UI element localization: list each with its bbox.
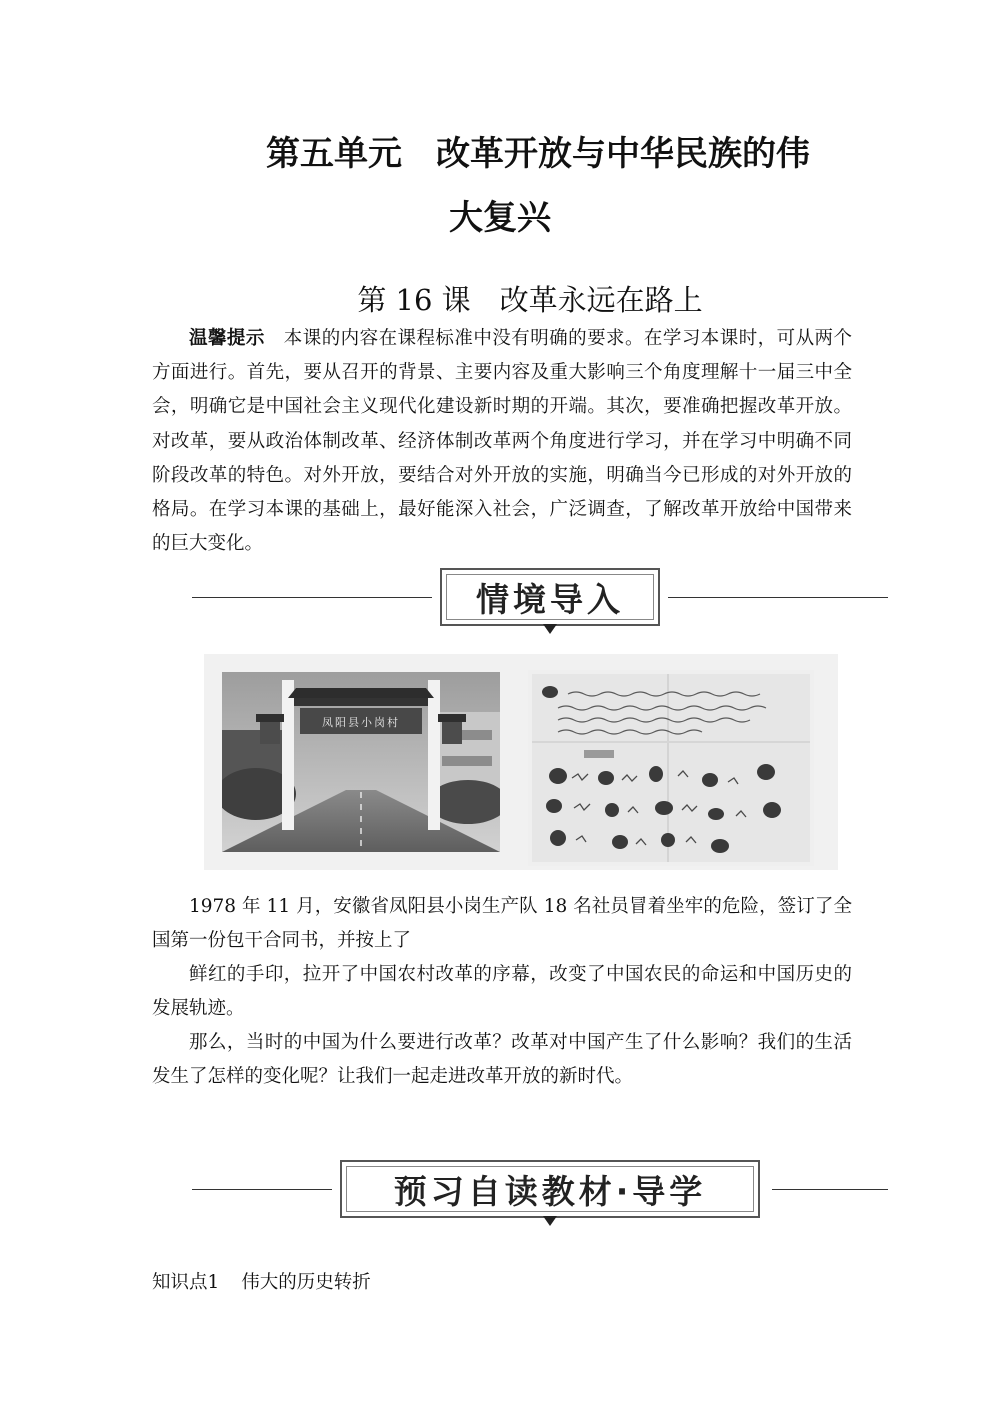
banner-frame bbox=[440, 568, 660, 626]
banner-rule-left bbox=[192, 597, 432, 598]
intro-paragraph-2: 鲜红的手印，拉开了中国农村改革的序幕，改变了中国农民的命运和中国历史的发展轨迹。 bbox=[152, 964, 852, 1020]
knowledge-point-title: 伟大的历史转折 bbox=[241, 1272, 371, 1293]
section-title-situation: 情境导入 bbox=[446, 574, 654, 620]
banner-rule-left bbox=[192, 1189, 332, 1190]
section-title-preview: 预习自读教材·导学 bbox=[346, 1166, 754, 1212]
tip-label: 温馨提示 bbox=[189, 328, 265, 349]
unit-title-line-1: 第五单元 改革开放与中华民族的伟 bbox=[266, 134, 810, 174]
knowledge-point-label: 知识点 bbox=[152, 1272, 208, 1293]
banner-pointer-icon bbox=[543, 624, 557, 634]
lesson-title: 第 16 课 改革永远在路上 bbox=[357, 283, 703, 317]
knowledge-point-heading bbox=[152, 1268, 371, 1294]
banner-rule-right bbox=[668, 597, 888, 598]
tip-paragraph bbox=[152, 322, 852, 561]
xiaogang-gate-photo bbox=[222, 672, 500, 852]
banner-pointer-icon bbox=[543, 1216, 557, 1226]
banner-frame bbox=[340, 1160, 760, 1218]
gate-sign-text: 凤阳县小岗村 bbox=[322, 716, 400, 729]
tip-text: 本课的内容在课程标准中没有明确的要求。在学习本课时，可从两个方面进行。首先，要从召开的背景、主要内容及重大影响三个角度理解十一届三中全会，明确它是中国社会主义现代化建设新时期的开端。其次，要准确把握改革开放。对改革，要从政治体制改革、经济体制改革两个角度进行学习，并在学习中明确不同阶段改革的特色。对外开放，要结合对外开放的实施，明确当今已形成的对外开放的格局。在学习本课的基础上，最好能深入社会，广泛调查，了解改革开放给中国带来的巨大变化。 bbox=[152, 328, 852, 555]
intro-paragraph-1: 1978 年 11 月，安徽省凤阳县小岗生产队 18 名社员冒着坐牢的危险，签订了全国第一份包干合同书，并按上了 bbox=[152, 896, 852, 952]
banner-rule-right bbox=[772, 1189, 888, 1190]
intro-paragraph-3: 那么，当时的中国为什么要进行改革？改革对中国产生了什么影响？我们的生活发生了怎样的变化呢？让我们一起走进改革开放的新时代。 bbox=[152, 1032, 852, 1088]
contract-document-photo bbox=[528, 670, 814, 866]
knowledge-point-number: 1 bbox=[207, 1272, 220, 1293]
unit-title-line-2: 大复兴 bbox=[449, 198, 551, 238]
section-banner-preview bbox=[0, 1160, 1000, 1220]
section-banner-situation bbox=[0, 568, 1000, 628]
photo-strip bbox=[204, 654, 838, 870]
